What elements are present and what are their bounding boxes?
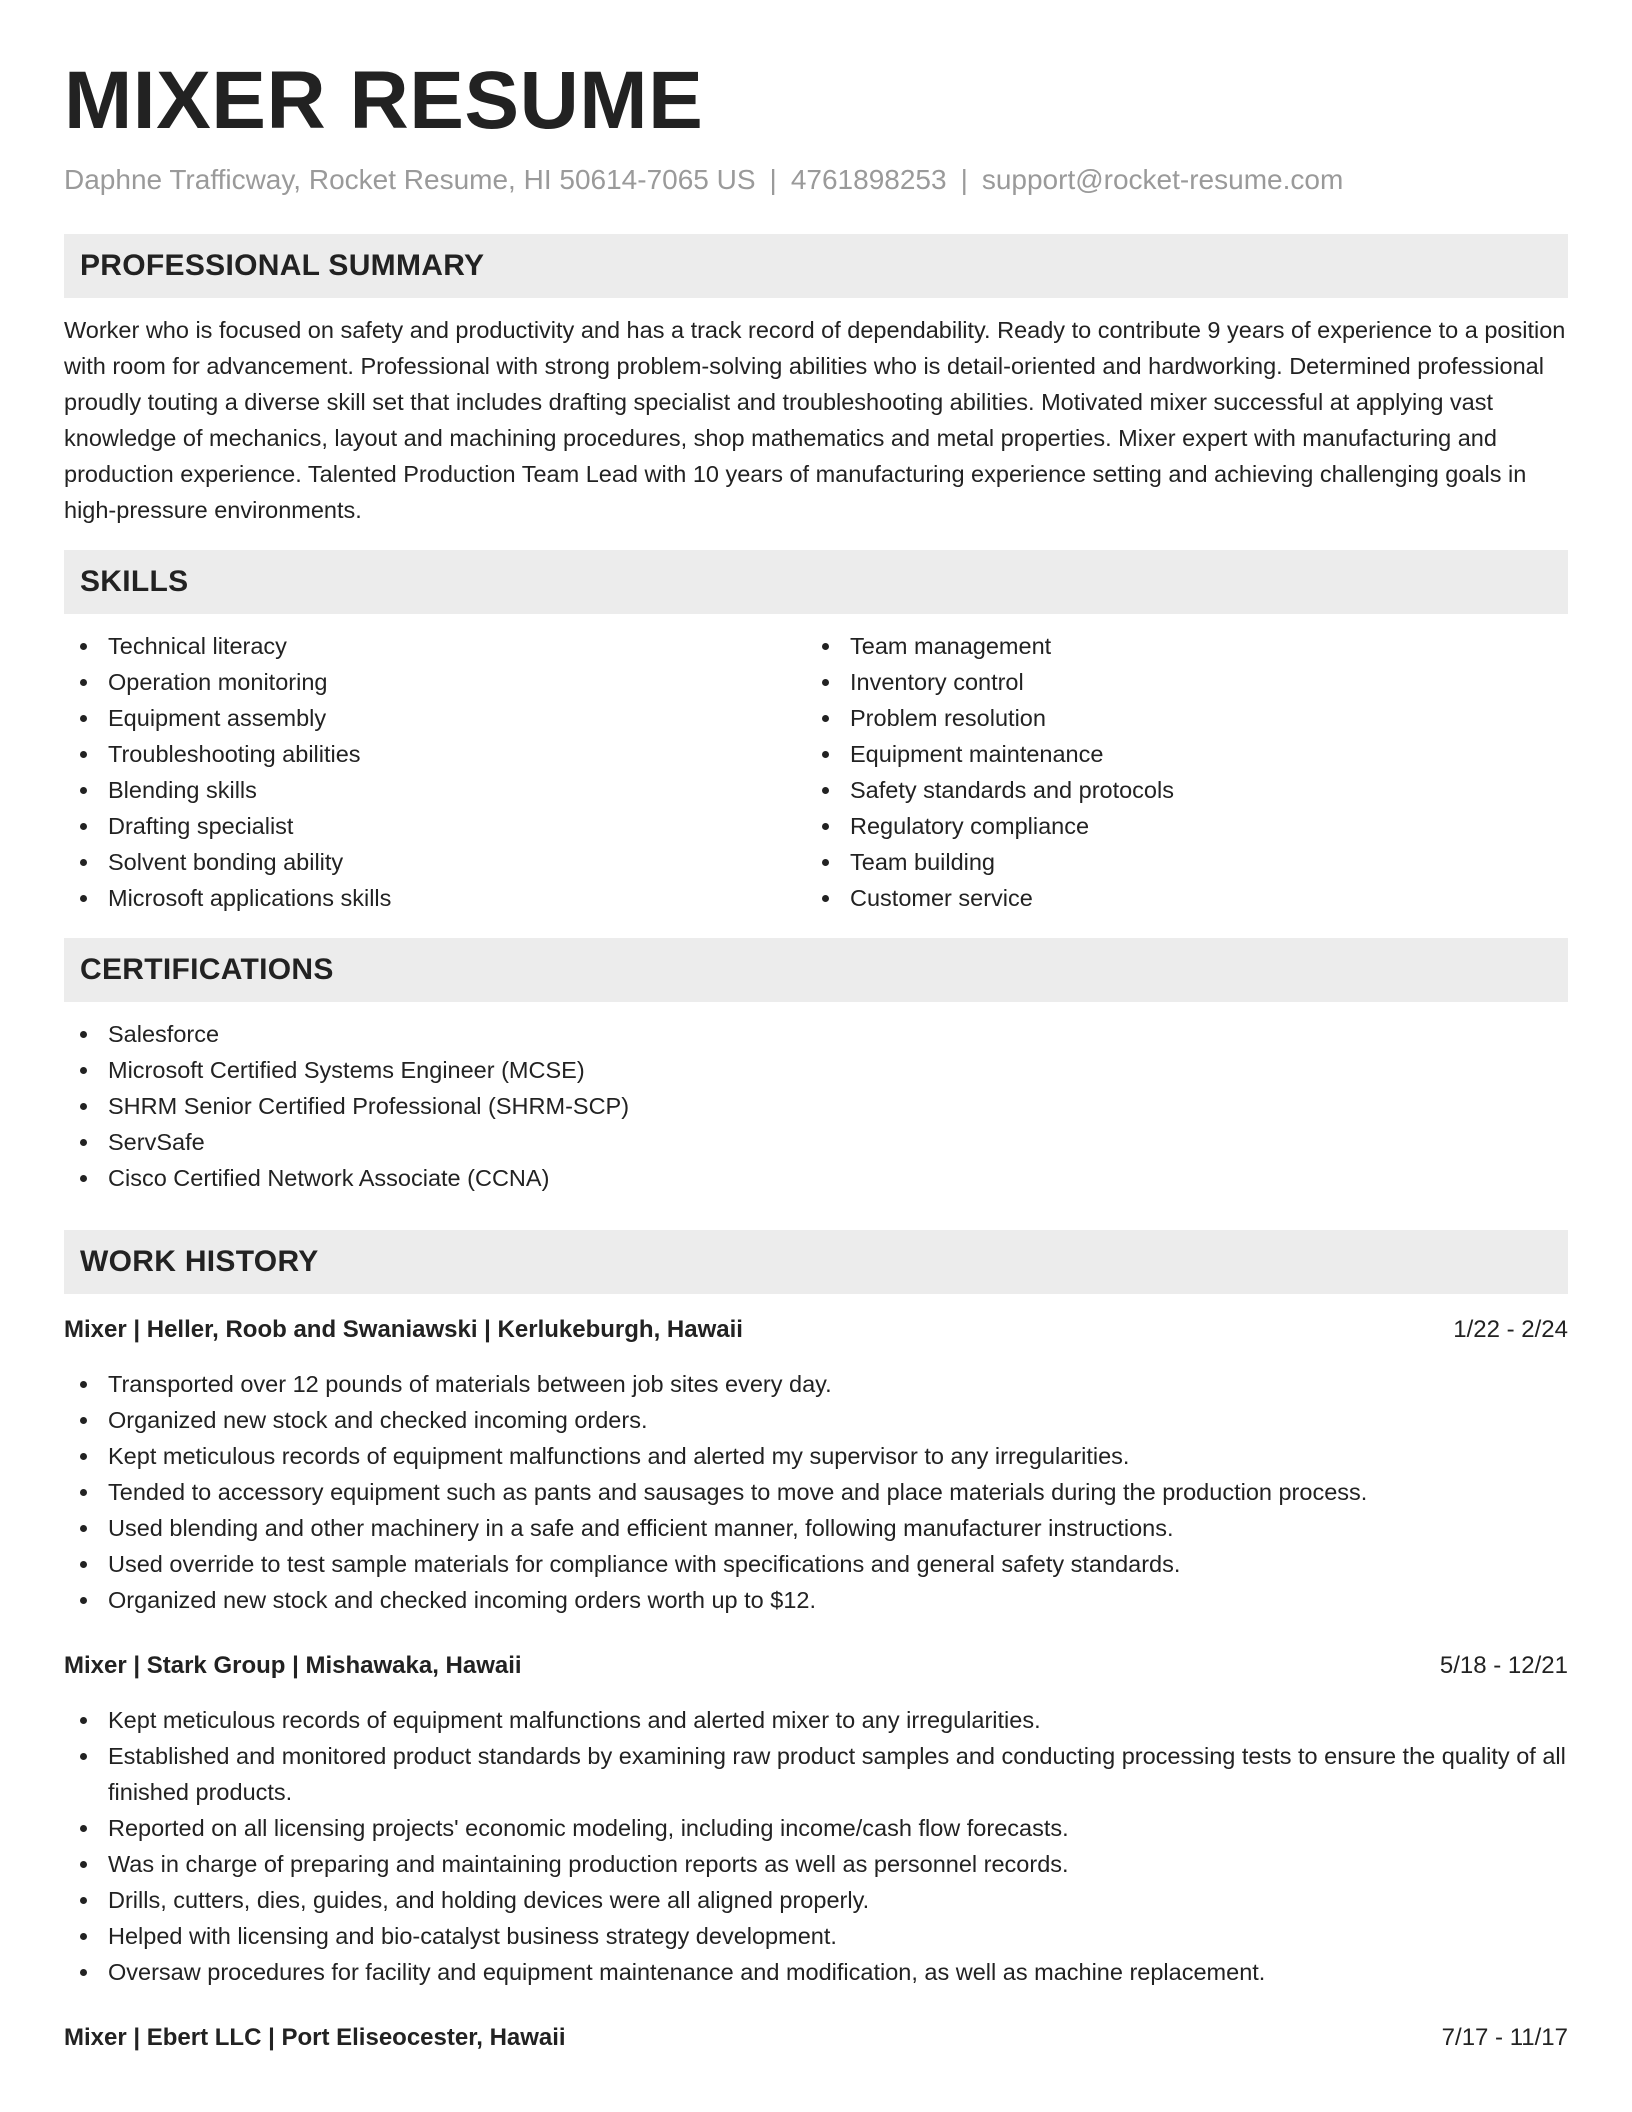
skills-left-list <box>64 628 806 916</box>
skill-item: Solvent bonding ability <box>64 844 806 880</box>
resume-page <box>64 48 1568 2056</box>
skill-item: Technical literacy <box>64 628 806 664</box>
contact-address: Daphne Trafficway, Rocket Resume, HI 50614-7065 US <box>64 164 756 195</box>
skill-item: Regulatory compliance <box>806 808 1548 844</box>
job-bullet: Kept meticulous records of equipment malfunctions and alerted my supervisor to any irregularities. <box>64 1438 1568 1474</box>
job-title: Mixer | Stark Group | Mishawaka, Hawaii <box>64 1652 522 1679</box>
skill-item: Inventory control <box>806 664 1548 700</box>
job-header <box>64 1648 1568 1684</box>
skill-item: Operation monitoring <box>64 664 806 700</box>
work-history-heading: WORK HISTORY <box>64 1230 1568 1294</box>
job-bullet: Established and monitored product standards by examining raw product samples and conducting processing tests to ensure the quality of all finished products. <box>64 1738 1568 1810</box>
resume-title: MIXER RESUME <box>64 55 704 146</box>
job-header <box>64 1312 1568 1348</box>
skill-item: Safety standards and protocols <box>806 772 1548 808</box>
job-bullet: Transported over 12 pounds of materials between job sites every day. <box>64 1366 1568 1402</box>
job-title: Mixer | Heller, Roob and Swaniawski | Kerlukeburgh, Hawaii <box>64 1316 743 1343</box>
skills-columns <box>64 628 1568 916</box>
job-bullet: Was in charge of preparing and maintaining production reports as well as personnel records. <box>64 1846 1568 1882</box>
certification-item: ServSafe <box>64 1124 1568 1160</box>
job-dates: 1/22 - 2/24 <box>1453 1316 1568 1343</box>
skill-item: Equipment maintenance <box>806 736 1548 772</box>
job-bullet-list <box>64 1366 1568 1618</box>
job-title: Mixer | Ebert LLC | Port Eliseocester, Hawaii <box>64 2024 566 2051</box>
job-dates: 7/17 - 11/17 <box>1441 2024 1568 2051</box>
skill-item: Troubleshooting abilities <box>64 736 806 772</box>
job-bullet: Reported on all licensing projects' economic modeling, including income/cash flow forecasts. <box>64 1810 1568 1846</box>
certification-item: Cisco Certified Network Associate (CCNA) <box>64 1160 1568 1196</box>
skill-item: Team management <box>806 628 1548 664</box>
skills-heading: SKILLS <box>64 550 1568 614</box>
certifications-heading: CERTIFICATIONS <box>64 938 1568 1002</box>
contact-email: support@rocket-resume.com <box>981 164 1344 195</box>
job-bullet: Used blending and other machinery in a safe and efficient manner, following manufacturer instructions. <box>64 1510 1568 1546</box>
job-bullet: Used override to test sample materials for compliance with specifications and general safety standards. <box>64 1546 1568 1582</box>
skill-item: Customer service <box>806 880 1548 916</box>
job-bullet: Oversaw procedures for facility and equipment maintenance and modification, as well as machine replacement. <box>64 1954 1568 1990</box>
job-bullet: Drills, cutters, dies, guides, and holding devices were all aligned properly. <box>64 1882 1568 1918</box>
skills-right-list <box>806 628 1548 916</box>
certification-item: Microsoft Certified Systems Engineer (MCSE) <box>64 1052 1568 1088</box>
skill-item: Microsoft applications skills <box>64 880 806 916</box>
job-bullet: Kept meticulous records of equipment malfunctions and alerted mixer to any irregularities. <box>64 1702 1568 1738</box>
summary-heading: PROFESSIONAL SUMMARY <box>64 234 1568 298</box>
certification-item: SHRM Senior Certified Professional (SHRM-SCP) <box>64 1088 1568 1124</box>
skill-item: Problem resolution <box>806 700 1548 736</box>
contact-phone: 4761898253 <box>790 164 947 195</box>
job-bullet: Organized new stock and checked incoming orders. <box>64 1402 1568 1438</box>
contact-separator: | <box>960 164 968 195</box>
job-bullet: Organized new stock and checked incoming orders worth up to $12. <box>64 1582 1568 1618</box>
job-bullet-list <box>64 1702 1568 1990</box>
skill-item: Blending skills <box>64 772 806 808</box>
skill-item: Team building <box>806 844 1548 880</box>
skill-item: Equipment assembly <box>64 700 806 736</box>
skill-item: Drafting specialist <box>64 808 806 844</box>
certifications-list <box>64 1016 1568 1196</box>
contact-separator: | <box>769 164 777 195</box>
contact-line <box>64 164 1568 196</box>
job-dates: 5/18 - 12/21 <box>1439 1652 1568 1679</box>
summary-text: Worker who is focused on safety and productivity and has a track record of dependability. Ready to contribute 9 years of experience to a position with room for advancement. Professional with strong problem-solving abilities who is detail-oriented and hardworking. Determined professional proudly touting a diverse skill set that includes drafting specialist and troubleshooting abilities. Motivated mixer successful at applying vast knowledge of mechanics, layout and machining procedures, shop mathematics and metal properties. Mixer expert with manufacturing and production experience. Talented Production Team Lead with 10 years of manufacturing experience setting and achieving challenging goals in high-pressure environments. <box>64 317 1566 523</box>
job-bullet: Helped with licensing and bio-catalyst business strategy development. <box>64 1918 1568 1954</box>
job-bullet: Tended to accessory equipment such as pants and sausages to move and place materials during the production process. <box>64 1474 1568 1510</box>
certification-item: Salesforce <box>64 1016 1568 1052</box>
job-header <box>64 2020 1568 2056</box>
